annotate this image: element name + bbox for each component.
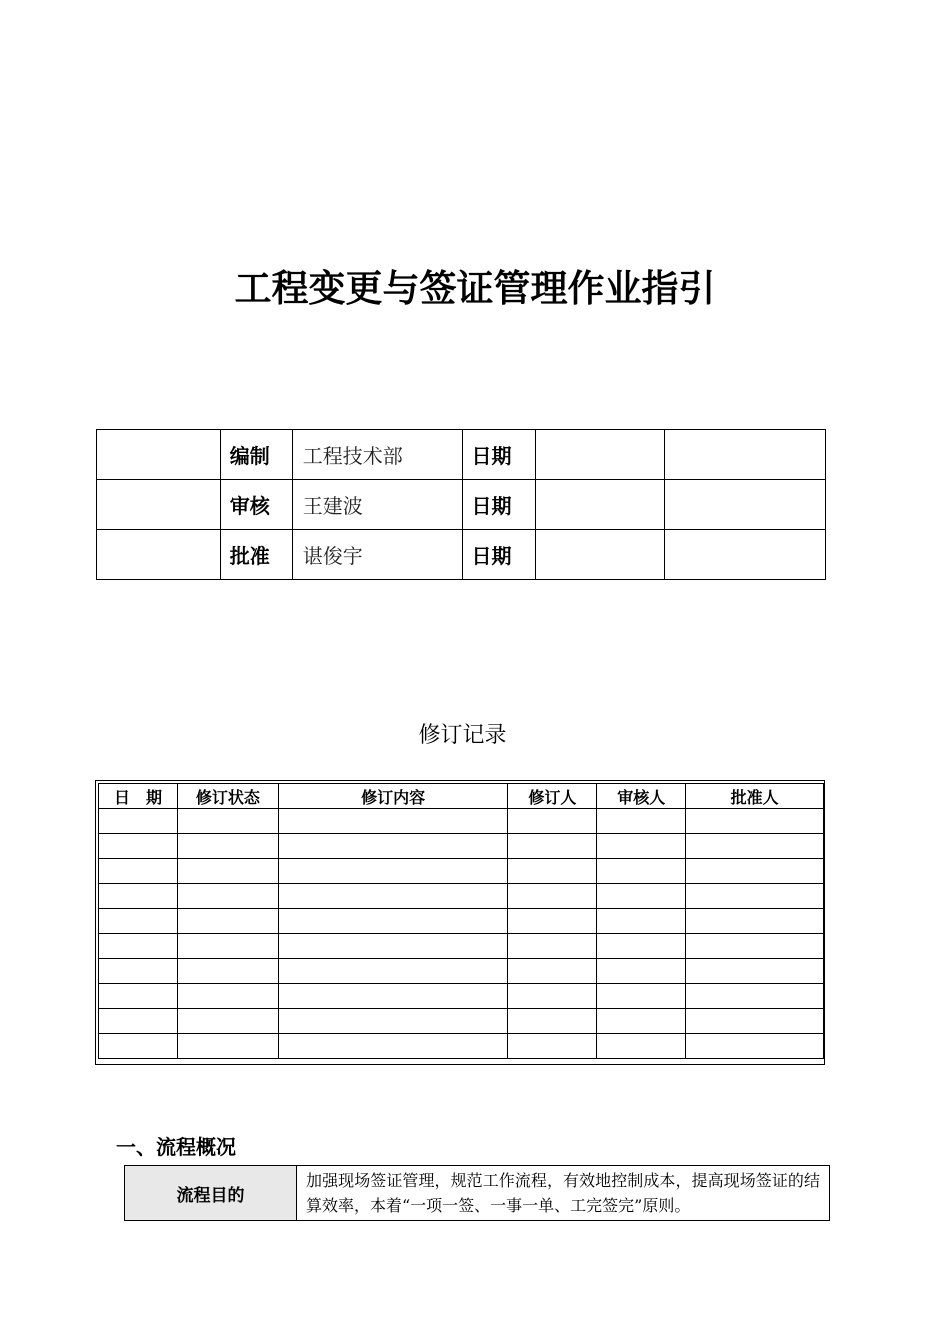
revision-cell xyxy=(508,809,597,834)
signoff-row-compile xyxy=(97,430,826,480)
role-label: 编制 xyxy=(220,430,292,480)
revision-cell xyxy=(278,984,508,1009)
revision-header-row xyxy=(99,784,824,809)
revision-cell xyxy=(686,859,824,884)
revision-cell xyxy=(686,909,824,934)
revision-cell xyxy=(597,1034,686,1059)
revision-cell xyxy=(597,884,686,909)
revision-cell xyxy=(508,934,597,959)
revision-cell xyxy=(177,859,278,884)
revision-cell xyxy=(686,984,824,1009)
revision-empty-row xyxy=(99,809,824,834)
header-date: 日 期 xyxy=(99,784,178,809)
revision-cell xyxy=(177,934,278,959)
revision-empty-row xyxy=(99,1009,824,1034)
date-label: 日期 xyxy=(462,530,536,580)
section-heading: 一、流程概况 xyxy=(116,1135,236,1159)
revision-empty-row xyxy=(99,834,824,859)
revision-cell xyxy=(177,809,278,834)
revision-cell xyxy=(278,859,508,884)
revision-cell xyxy=(597,834,686,859)
header-reviser: 修订人 xyxy=(508,784,597,809)
revision-table xyxy=(98,783,824,1059)
revision-cell xyxy=(177,984,278,1009)
revision-cell xyxy=(99,984,178,1009)
revision-cell xyxy=(278,834,508,859)
revision-cell xyxy=(99,1009,178,1034)
revision-cell xyxy=(278,809,508,834)
revision-cell xyxy=(278,1009,508,1034)
revision-cell xyxy=(99,834,178,859)
revision-cell xyxy=(597,934,686,959)
revision-cell xyxy=(99,1034,178,1059)
role-label: 批准 xyxy=(220,530,292,580)
flow-purpose-row xyxy=(125,1166,830,1221)
date-label: 日期 xyxy=(462,430,536,480)
revision-cell xyxy=(99,909,178,934)
document-title: 工程变更与签证管理作业指引 xyxy=(234,267,716,310)
revision-cell xyxy=(177,959,278,984)
revision-cell xyxy=(686,959,824,984)
signoff-row-review xyxy=(97,480,826,530)
date-value xyxy=(536,480,665,530)
revision-cell xyxy=(177,884,278,909)
revision-cell xyxy=(508,834,597,859)
purpose-label: 流程目的 xyxy=(125,1166,297,1221)
revision-empty-row xyxy=(99,959,824,984)
revision-cell xyxy=(278,909,508,934)
revision-cell xyxy=(508,909,597,934)
revision-cell xyxy=(597,959,686,984)
purpose-text: 加强现场签证管理，规范工作流程，有效地控制成本，提高现场签证的结算效率，本着“一项一签、一事一单、工完签完”原则。 xyxy=(297,1166,830,1221)
revision-cell xyxy=(99,959,178,984)
header-content: 修订内容 xyxy=(278,784,508,809)
revision-cell xyxy=(177,909,278,934)
revision-cell xyxy=(686,809,824,834)
revision-cell xyxy=(177,1009,278,1034)
revision-cell xyxy=(278,1034,508,1059)
revision-cell xyxy=(686,1034,824,1059)
revision-table-frame xyxy=(95,780,825,1065)
date-value xyxy=(536,430,665,480)
revision-empty-row xyxy=(99,934,824,959)
revision-empty-row xyxy=(99,909,824,934)
revision-cell xyxy=(508,959,597,984)
revision-cell xyxy=(686,834,824,859)
date-label: 日期 xyxy=(462,480,536,530)
revision-cell xyxy=(177,1034,278,1059)
revision-cell xyxy=(278,884,508,909)
signoff-row-approve xyxy=(97,530,826,580)
revision-cell xyxy=(597,859,686,884)
revision-cell xyxy=(508,984,597,1009)
revision-cell xyxy=(597,809,686,834)
revision-cell xyxy=(99,859,178,884)
revision-cell xyxy=(278,934,508,959)
role-name: 谌俊宇 xyxy=(292,530,462,580)
header-reviewer: 审核人 xyxy=(597,784,686,809)
revision-cell xyxy=(177,834,278,859)
revision-cell xyxy=(99,934,178,959)
revision-cell xyxy=(597,984,686,1009)
revision-cell xyxy=(686,884,824,909)
revision-cell xyxy=(508,1034,597,1059)
revision-title: 修订记录 xyxy=(418,723,507,748)
revision-empty-row xyxy=(99,884,824,909)
revision-cell xyxy=(508,859,597,884)
header-approver: 批准人 xyxy=(686,784,824,809)
revision-empty-row xyxy=(99,859,824,884)
role-name: 王建波 xyxy=(292,480,462,530)
revision-cell xyxy=(597,1009,686,1034)
revision-cell xyxy=(508,1009,597,1034)
revision-cell xyxy=(686,934,824,959)
date-value xyxy=(536,530,665,580)
revision-cell xyxy=(99,884,178,909)
header-status: 修订状态 xyxy=(177,784,278,809)
revision-cell xyxy=(99,809,178,834)
revision-cell xyxy=(597,909,686,934)
revision-empty-row xyxy=(99,984,824,1009)
revision-cell xyxy=(686,1009,824,1034)
revision-empty-row xyxy=(99,1034,824,1059)
signoff-table xyxy=(96,429,826,580)
role-label: 审核 xyxy=(220,480,292,530)
revision-cell xyxy=(508,884,597,909)
flow-overview-table xyxy=(124,1165,830,1221)
role-name: 工程技术部 xyxy=(292,430,462,480)
revision-cell xyxy=(278,959,508,984)
